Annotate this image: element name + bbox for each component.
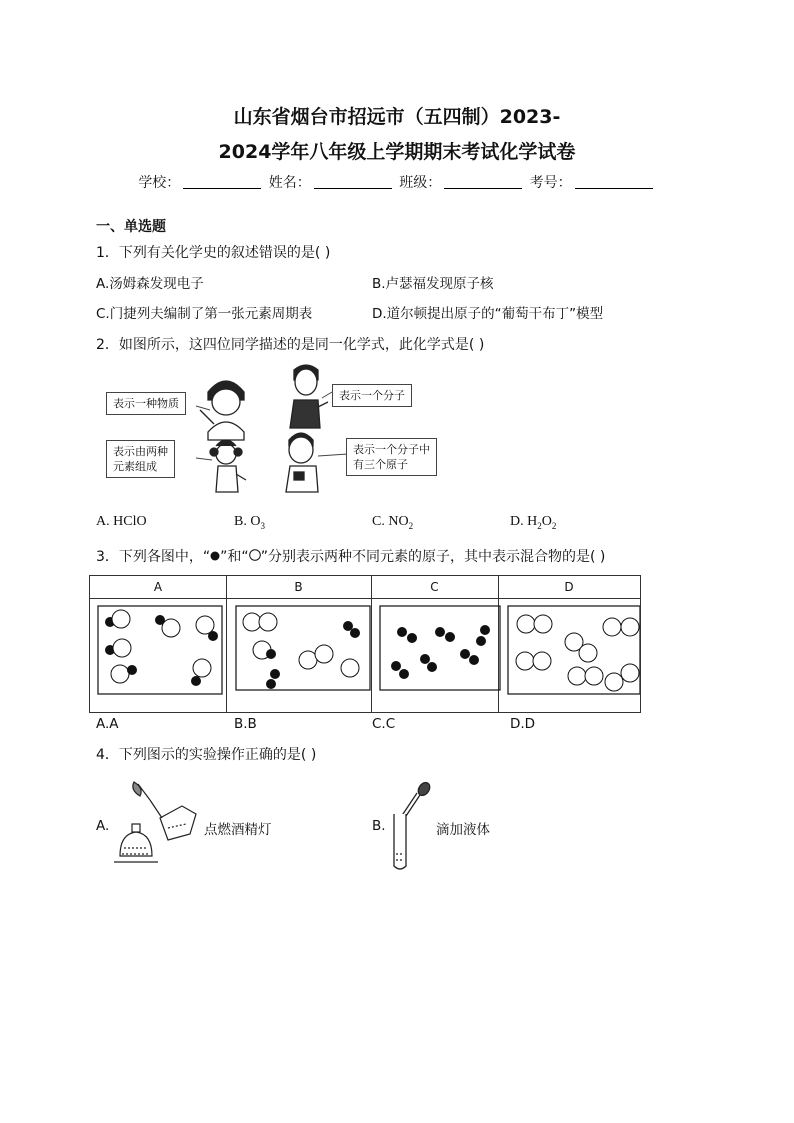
q4-option-a-label[interactable]: A. <box>96 818 110 834</box>
class-label: 班级： <box>399 175 442 191</box>
q1-option-a[interactable]: A.汤姆森发现电子 <box>96 276 204 292</box>
alcohol-lamp-lighting-icon <box>110 778 206 874</box>
q2-option-d[interactable]: D. $H_2O_2$ <box>510 514 557 531</box>
q3-header-b: B <box>226 576 371 599</box>
student-3-figure <box>210 440 246 492</box>
section-title: 一、单选题 <box>96 219 166 235</box>
q4-stem: 4．下列图示的实验操作正确的是( ) <box>96 747 317 763</box>
name-label: 姓名： <box>268 175 311 191</box>
student-4-figure <box>286 433 318 492</box>
bubble-two-elements: 表示由两种 元素组成 <box>106 440 175 478</box>
exam-no-label: 考号： <box>529 175 572 191</box>
exam-title-line2: 2024学年八年级上学期期末考试化学试卷 <box>218 141 576 163</box>
q1-option-c[interactable]: C.门捷列夫编制了第一张元素周期表 <box>96 306 313 322</box>
box-d-diagram <box>508 606 640 694</box>
bubble-three-atoms: 表示一个分子中 有三个原子 <box>346 438 437 476</box>
q1-option-d[interactable]: D.道尔顿提出原子的“葡萄干布丁”模型 <box>372 306 604 322</box>
q3-header-d: D <box>498 576 640 599</box>
q2-option-a[interactable]: A. HClO <box>96 514 147 529</box>
q3-option-d[interactable]: D.D <box>510 716 536 732</box>
box-a-diagram <box>98 606 222 694</box>
q3-option-c[interactable]: C.C <box>372 716 396 732</box>
q3-header-a: A <box>90 576 226 599</box>
q3-header-c: C <box>371 576 498 599</box>
exam-no-blank[interactable] <box>575 174 653 189</box>
bubble-one-substance: 表示一种物质 <box>106 392 186 415</box>
q3-stem: 3．下列各图中，“ ”和“ ”分别表示两种不同元素的原子，其中表示混合物的是( ) <box>96 549 606 565</box>
particle-diagrams <box>90 598 640 712</box>
box-c-diagram <box>380 606 500 690</box>
q4-option-b-caption: 滴加液体 <box>436 822 490 838</box>
q4-option-b-label[interactable]: B. <box>372 818 386 834</box>
q1-stem: 1．下列有关化学史的叙述错误的是( ) <box>96 245 331 261</box>
q1-option-b[interactable]: B.卢瑟福发现原子核 <box>372 276 494 292</box>
student-1-figure <box>200 381 244 440</box>
black-atom-icon <box>210 551 220 561</box>
q4-option-a-caption: 点燃酒精灯 <box>204 822 272 838</box>
school-blank[interactable] <box>183 174 261 189</box>
bubble-one-molecule: 表示一个分子 <box>332 384 412 407</box>
name-blank[interactable] <box>314 174 392 189</box>
q3-option-b[interactable]: B.B <box>234 716 257 732</box>
student-2-figure <box>290 365 328 428</box>
students-illustration <box>96 362 456 502</box>
q2-option-c[interactable]: C. $NO_2$ <box>372 514 414 531</box>
student-info-row <box>0 172 794 192</box>
q3-particle-table <box>89 575 641 713</box>
class-blank[interactable] <box>444 174 522 189</box>
q3-option-a[interactable]: A.A <box>96 716 119 732</box>
q2-students-figure <box>96 362 456 502</box>
q2-stem: 2．如图所示，这四位同学描述的是同一化学式，此化学式是( ) <box>96 337 485 353</box>
q2-option-b[interactable]: B. $O_3$ <box>234 514 265 531</box>
box-b-diagram <box>236 606 370 690</box>
exam-title-line1: 山东省烟台市招远市（五四制）2023- <box>233 106 561 128</box>
white-atom-icon <box>249 549 261 561</box>
school-label: 学校： <box>138 175 181 191</box>
dropper-test-tube-icon <box>388 780 432 876</box>
